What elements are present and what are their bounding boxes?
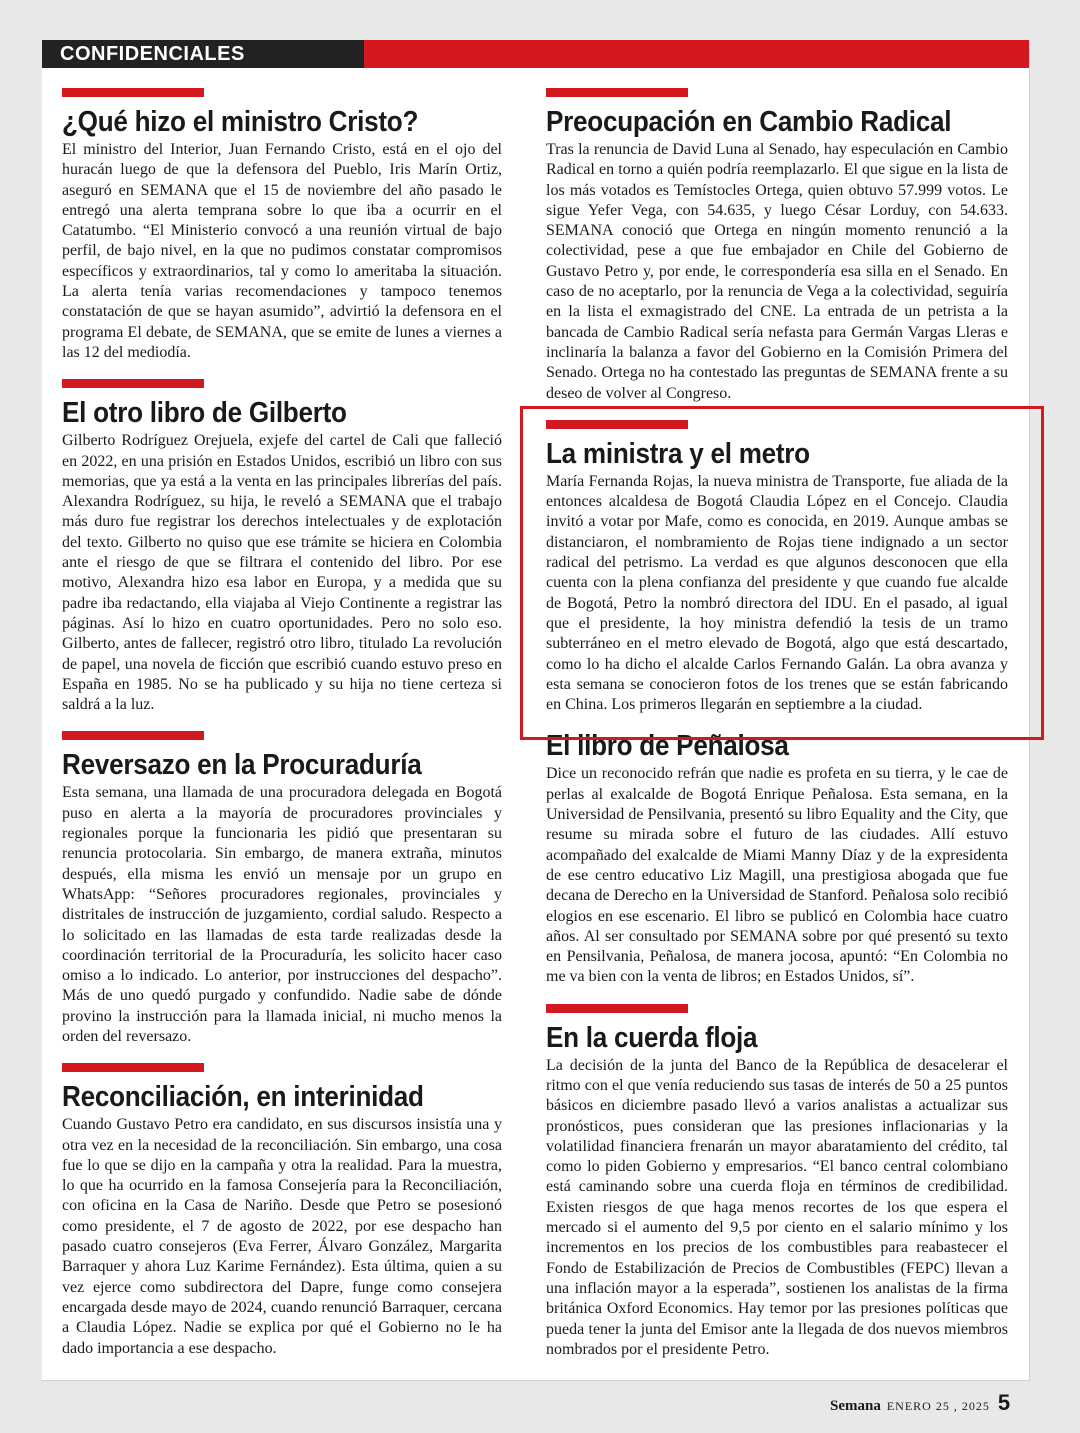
article-cambio-radical	[546, 88, 1008, 404]
red-accent-bar	[62, 1063, 204, 1072]
red-accent-bar	[62, 731, 204, 740]
highlight-annotation-box	[520, 406, 1044, 740]
article-headline: La ministra y el metro	[546, 437, 810, 470]
page-number: 5	[997, 1390, 1011, 1415]
article-headline: Reversazo en la Procuraduría	[62, 749, 422, 782]
article-headline: En la cuerda floja	[546, 1021, 758, 1054]
article-headline: Reconciliación, en interinidad	[62, 1081, 424, 1114]
section-header-bar	[42, 40, 1029, 68]
article-reconciliacion	[62, 1063, 502, 1359]
article-body: María Fernanda Rojas, la nueva ministra de Transporte, fue aliada de la entonces alcaldesa de Bogotá Claudia López en el Concejo. Claudia invitó a votar por Mafe, como es conocida, en 2019. Aunque ambas se distanciaron, el nombramiento de Rojas tiene indignado a un sector radical del petrismo. La verdad es que algunos desconocen que ella cuenta con la plena confianza del presidente y que cuando fue alcalde de Bogotá, Petro la nombró directora del IDU. En el pasado, al igual que el presidente, la hoy ministra defendió la tesis de un tramo subterráneo en el metro elevado de Bogotá, algo que está descartado, como lo ha dicho el alcalde Carlos Fernando Galán. La obra avanza y esta semana se conocieron fotos de los trenes que se están fabricando en China. Los primeros llegarán en septiembre a la ciudad.	[546, 472, 1008, 714]
red-accent-bar	[62, 379, 204, 388]
article-body: Gilberto Rodríguez Orejuela, exjefe del cartel de Cali que falleció en 2022, en una prisión en Estados Unidos, escribió un libro con sus memorias, que ya está a la venta en las principales librerías del país. Alexandra Rodríguez, su hija, le reveló a SEMANA que el trabajo más duro fue registrar los derechos intelectuales y de explotación del texto. Gilberto no quiso que ese trámite se hiciera en Colombia ante el riesgo de que se filtrara el contenido del libro. Por ese motivo, Alexandra hizo esa labor en Europa, y a medida que su padre iba redactando, ella viajaba al Viejo Continente a registrar las páginas. Así lo hizo en cuatro oportunidades. Pero no solo eso. Gilberto, antes de fallecer, registró otro libro, titulado La revolución de papel, una novela de ficción que escribió cuando estuvo preso en España en 1985. No se ha publicado y su hija no tiene certeza si saldrá a la luz.	[62, 432, 502, 714]
article-body: Dice un reconocido refrán que nadie es profeta en su tierra, y le cae de perlas al exalcalde de Bogotá Enrique Peñalosa. Esta semana, en la Universidad de Pensilvania, presentó su libro Equality and the City, que resume su mirada sobre el futuro de las ciudades. Allí estuvo acompañado del exalcalde de Miami Manny Díaz y de la expresidenta de ese centro educativo Liz Magill, una prestigiosa abogada que fue decana de Derecho en la Universidad de Stanford. Peñalosa solo recibió elogios en ese escenario. El libro se publicó en Colombia hace cuatro años. Al ser consultado por SEMANA sobre por qué presentó su texto en Pensilvania, Peñalosa, de manera jocosa, apuntó: “En Colombia no me va bien con la venta de libros; en Estados Unidos, sí”.	[546, 765, 1008, 986]
red-accent-bar	[546, 88, 688, 97]
left-column	[62, 88, 502, 1359]
article-cuerda-floja	[546, 1004, 1008, 1360]
article-penalosa	[546, 731, 1008, 987]
section-label: CONFIDENCIALES	[42, 40, 364, 68]
article-cristo	[62, 88, 502, 363]
red-accent-bar	[62, 88, 204, 97]
article-body: El ministro del Interior, Juan Fernando Cristo, está en el ojo del huracán luego de que la defensora del Pueblo, Iris Marín Ortiz, aseguró en SEMANA que el 15 de noviembre del año pasado le entregó una alerta temprana sobre lo que iba a ocurrir en el Catatumbo. “El Ministerio convocó a una reunión virtual de bajo perfil, de bajo nivel, en la que no pudimos constatar compromisos específicos y extraordinarios, tal y como lo ameritaba la situación. La alerta tenía varias recomendaciones y tampoco tenemos constatación de que se hayan asumido”, advirtió la defensora en el programa El debate, de SEMANA, que se emite de lunes a viernes a las 12 del mediodía.	[62, 141, 502, 361]
article-body: Tras la renuncia de David Luna al Senado, hay especulación en Cambio Radical en torno a quién podría reemplazarlo. El que sigue en la lista de los más votados es Temístocles Ortega, quien obtuvo 57.999 votos. Le sigue Yefer Vega, con 54.635, y luego César Lorduy, con 54.633. SEMANA conoció que Ortega en ningún momento renunció a la colectividad, pese a que fue embajador en Chile del Gobierno de Gustavo Petro y, por ende, le correspondería esa silla en el Senado. En caso de no aceptarlo, por la renuncia de Vega a la colectividad, seguiría en la lista el exmagistrado del CNE. La entrada de un petrista a la bancada de Cambio Radical sería nefasta para Germán Vargas Lleras e inclinaría la balanza a favor del Gobierno en la Comisión Primera del Senado. Ortega no ha contestado las preguntas de SEMANA frente a su deseo de volver al Congreso.	[546, 141, 1008, 402]
article-headline: ¿Qué hizo el ministro Cristo?	[62, 106, 419, 138]
article-body: La decisión de la junta del Banco de la República de desacelerar el ritmo con el que venía reduciendo sus tasas de interés de 50 a 25 puntos básicos en diciembre pasado llevó a varios analistas a actualizar sus pronósticos, pues consideran que las presiones inflacionarias y la volatilidad financiera frenarán un mayor abaratamiento del crédito, tal como lo piden Gobierno y empresarios. “El banco central colombiano está caminando sobre una cuerda floja en términos de credibilidad. Existen riesgos de que haga menos recortes de los que espera el mercado si el aumento del 9,5 por ciento en el salario mínimo y los incrementos en los precios de los combustibles para reabastecer el Fondo de Estabilización de Precios de Combustibles (FEPC) llevan a una inflación mayor a la esperada”, sostienen los analistas de la firma británica Oxford Economics. Hay temor por las presiones políticas que pueda tener la junta del Emisor ante la llegada de dos nuevos miembros nombrados por el presidente Petro.	[546, 1056, 1008, 1358]
article-body: Cuando Gustavo Petro era candidato, en sus discursos insistía una y otra vez en la necesidad de la reconciliación. Sin embargo, una cosa fue lo que se dijo en la campaña y otra la realidad. Para la muestra, lo que ha ocurrido en la famosa Consejería para la Reconciliación, con oficina en la Casa de Nariño. Desde que Petro se posesionó como presidente, el 7 de agosto de 2022, por ese despacho han pasado cuatro consejeros (Eva Ferrer, Álvaro González, Margarita Barraquer y ahora Luz Karime Fernández). Esta última, quien a su vez ejerce como subdirectora del Dapre, funge como consejera encargada desde mayo de 2024, cuando renunció Barraquer, cercana a Claudia López. Nadie se explica por qué el Gobierno no le ha dado importancia a ese despacho.	[62, 1116, 502, 1357]
article-headline: El otro libro de Gilberto	[62, 397, 347, 430]
footer-date: ENERO 25 , 2025	[886, 1399, 990, 1413]
page-footer	[830, 1390, 1010, 1416]
article-procuraduria	[62, 731, 502, 1047]
red-accent-bar	[546, 1004, 688, 1013]
article-body: Esta semana, una llamada de una procuradora delegada en Bogotá puso en alerta a la mayoría de procuradores provinciales y regionales porque la funcionaria les pidió que presentaran su renuncia protocolaria. Sin embargo, de manera extraña, minutos después, ella misma les envió un mensaje por un grupo en WhatsApp: “Señores procuradores regionales, provinciales y distritales de instrucción de juzgamiento, cordial saludo. Respecto a lo solicitado en las llamadas de esta tarde realizadas desde la coordinación territorial de la Procuraduría, les solicito hacer caso omiso a lo indicado. Lo anterior, por instrucciones del despacho”. Más de uno quedó purgado y confundido. Nadie sabe de dónde provino la instrucción para la llamada inicial, ni mucho menos la orden del reversazo.	[62, 784, 502, 1045]
article-headline: El libro de Peñalosa	[546, 730, 789, 763]
article-gilberto	[62, 379, 502, 715]
article-headline: Preocupación en Cambio Radical	[546, 106, 952, 138]
footer-brand: Semana	[830, 1398, 881, 1414]
